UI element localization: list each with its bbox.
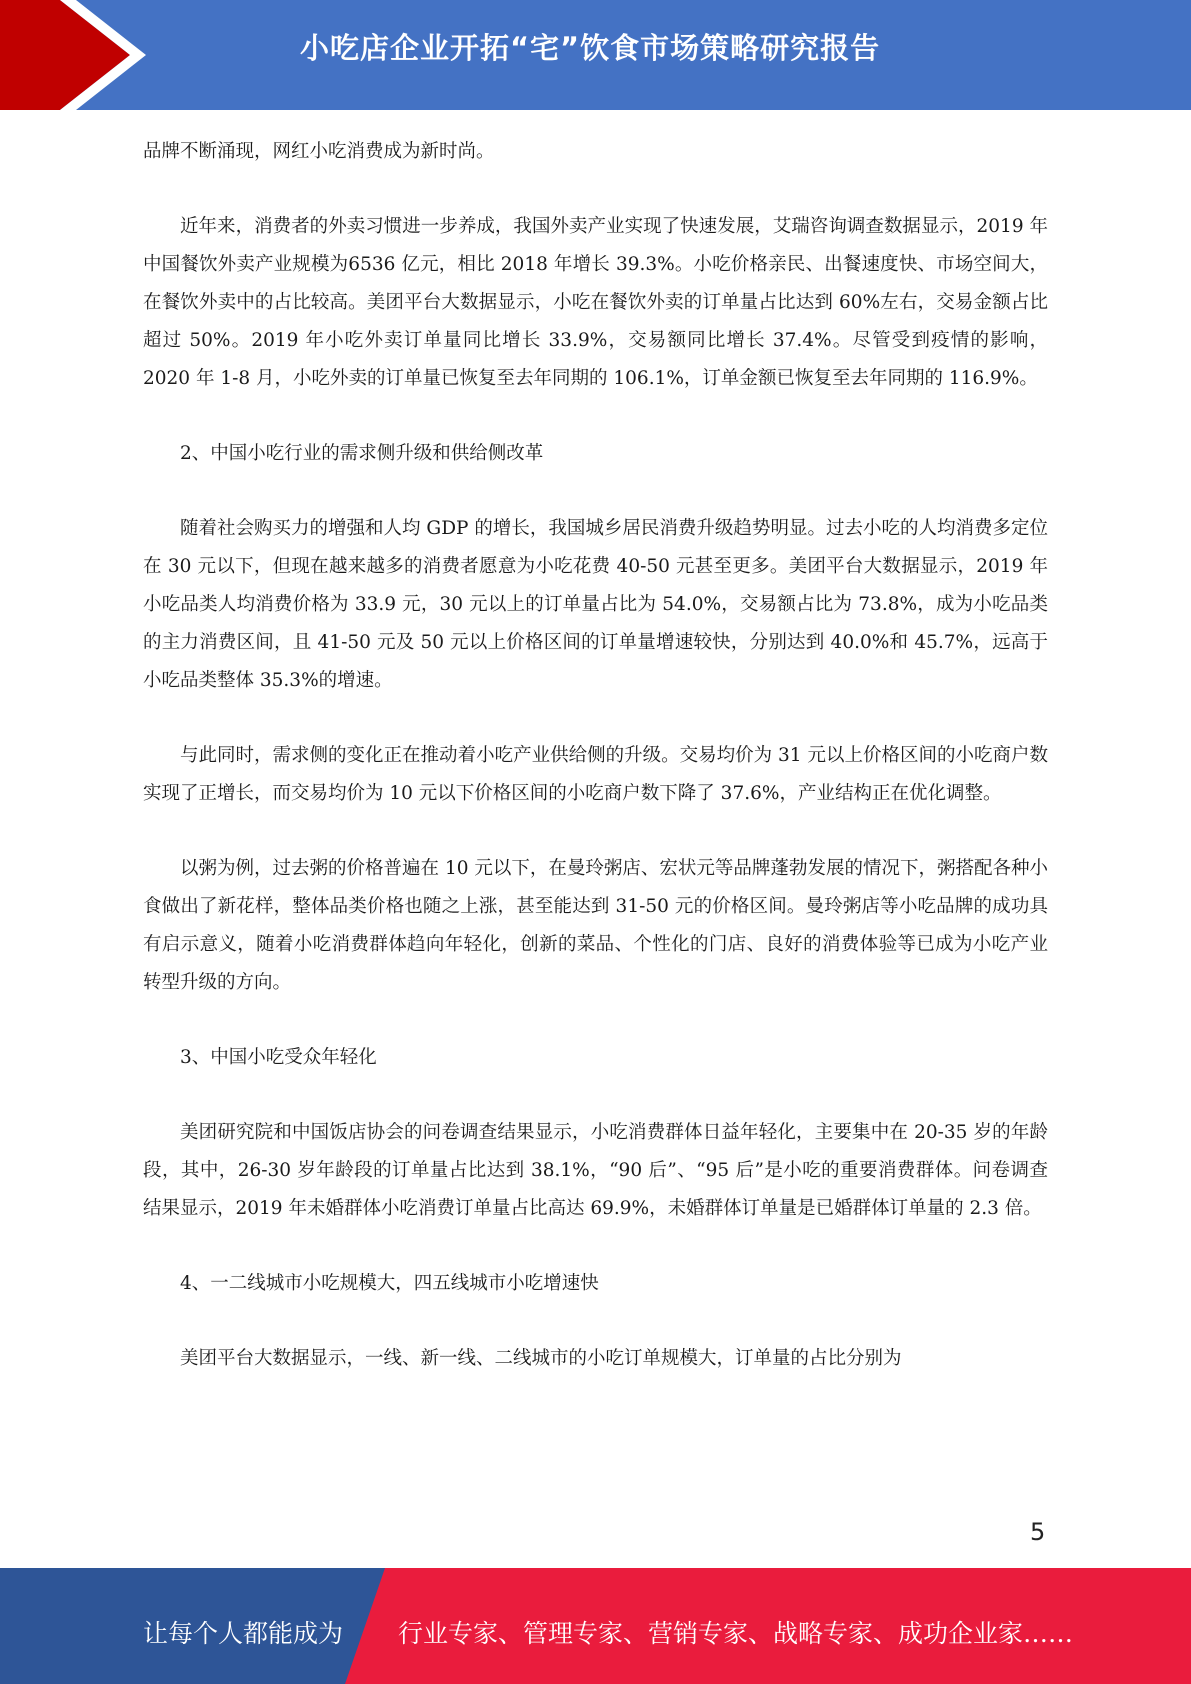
header-arrow-decoration (0, 0, 160, 110)
section-heading: 4、一二线城市小吃规模大，四五线城市小吃增速快 (180, 1273, 599, 1294)
footer-slogan-right: 行业专家、管理专家、营销专家、战略专家、成功企业家…… (398, 1619, 1074, 1648)
paragraph: 品牌不断涌现，网红小吃消费成为新时尚。 (143, 141, 495, 162)
section-heading: 2、中国小吃行业的需求侧升级和供给侧改革 (180, 443, 544, 464)
paragraph: 近年来，消费者的外卖习惯进一步养成，我国外卖产业实现了快速发展，艾瑞咨询调查数据显示，2019 年中国餐饮外卖产业规模为6536 亿元，相比 2018 年增长 39.3%。小吃价格亲民、出餐速度快、市场空间大，在餐饮外卖中的占比较高。美团平台大数据显示，小吃在餐饮外卖的订单量占比达到 60%左右，交易金额占比超过 50%。2019 年小吃外卖订单量同比增长 33.9%，交易额同比增长 37.4%。尽管受到疫情的影响，2020 年 1-8 月，小吃外卖的订单量已恢复至去年同期的 106.1%，订单金额已恢复至去年同期的 116.9%。 (143, 216, 1048, 389)
paragraph: 美团平台大数据显示，一线、新一线、二线城市的小吃订单规模大，订单量的占比分别为 (180, 1348, 902, 1369)
paragraph: 与此同时，需求侧的变化正在推动着小吃产业供给侧的升级。交易均价为 31 元以上价格区间的小吃商户数实现了正增长，而交易均价为 10 元以下价格区间的小吃商户数下降了 37.6%，产业结构正在优化调整。 (143, 745, 1048, 804)
page-footer (0, 1568, 1191, 1684)
report-title: 小吃店企业开拓“宅”饮食市场策略研究报告 (300, 31, 881, 65)
page-number: 5 (1030, 1518, 1046, 1546)
paragraph: 以粥为例，过去粥的价格普遍在 10 元以下，在曼玲粥店、宏状元等品牌蓬勃发展的情况下，粥搭配各种小食做出了新花样，整体品类价格也随之上涨，甚至能达到 31-50 元的价格区间。曼玲粥店等小吃品牌的成功具有启示意义，随着小吃消费群体趋向年轻化，创新的菜品、个性化的门店、良好的消费体验等已成为小吃产业转型升级的方向。 (143, 858, 1048, 993)
paragraph: 随着社会购买力的增强和人均 GDP 的增长，我国城乡居民消费升级趋势明显。过去小吃的人均消费多定位在 30 元以下，但现在越来越多的消费者愿意为小吃花费 40-50 元甚至更多。美团平台大数据显示，2019 年小吃品类人均消费价格为 33.9 元，30 元以上的订单量占比为 54.0%，交易额占比为 73.8%，成为小吃品类的主力消费区间，且 41-50 元及 50 元以上价格区间的订单量增速较快，分别达到 40.0%和 45.7%，远高于小吃品类整体 35.3%的增速。 (143, 518, 1048, 691)
document-body (143, 133, 1048, 1415)
footer-slogan-left: 让每个人都能成为 (143, 1619, 344, 1648)
page-header (0, 0, 1191, 110)
section-heading: 3、中国小吃受众年轻化 (180, 1047, 377, 1068)
paragraph: 美团研究院和中国饭店协会的问卷调查结果显示，小吃消费群体日益年轻化，主要集中在 20-35 岁的年龄段，其中，26-30 岁年龄段的订单量占比达到 38.1%，“90 后”、“95 后”是小吃的重要消费群体。问卷调查结果显示，2019 年未婚群体小吃消费订单量占比高达 69.9%，未婚群体订单量是已婚群体订单量的 2.3 倍。 (143, 1122, 1048, 1219)
